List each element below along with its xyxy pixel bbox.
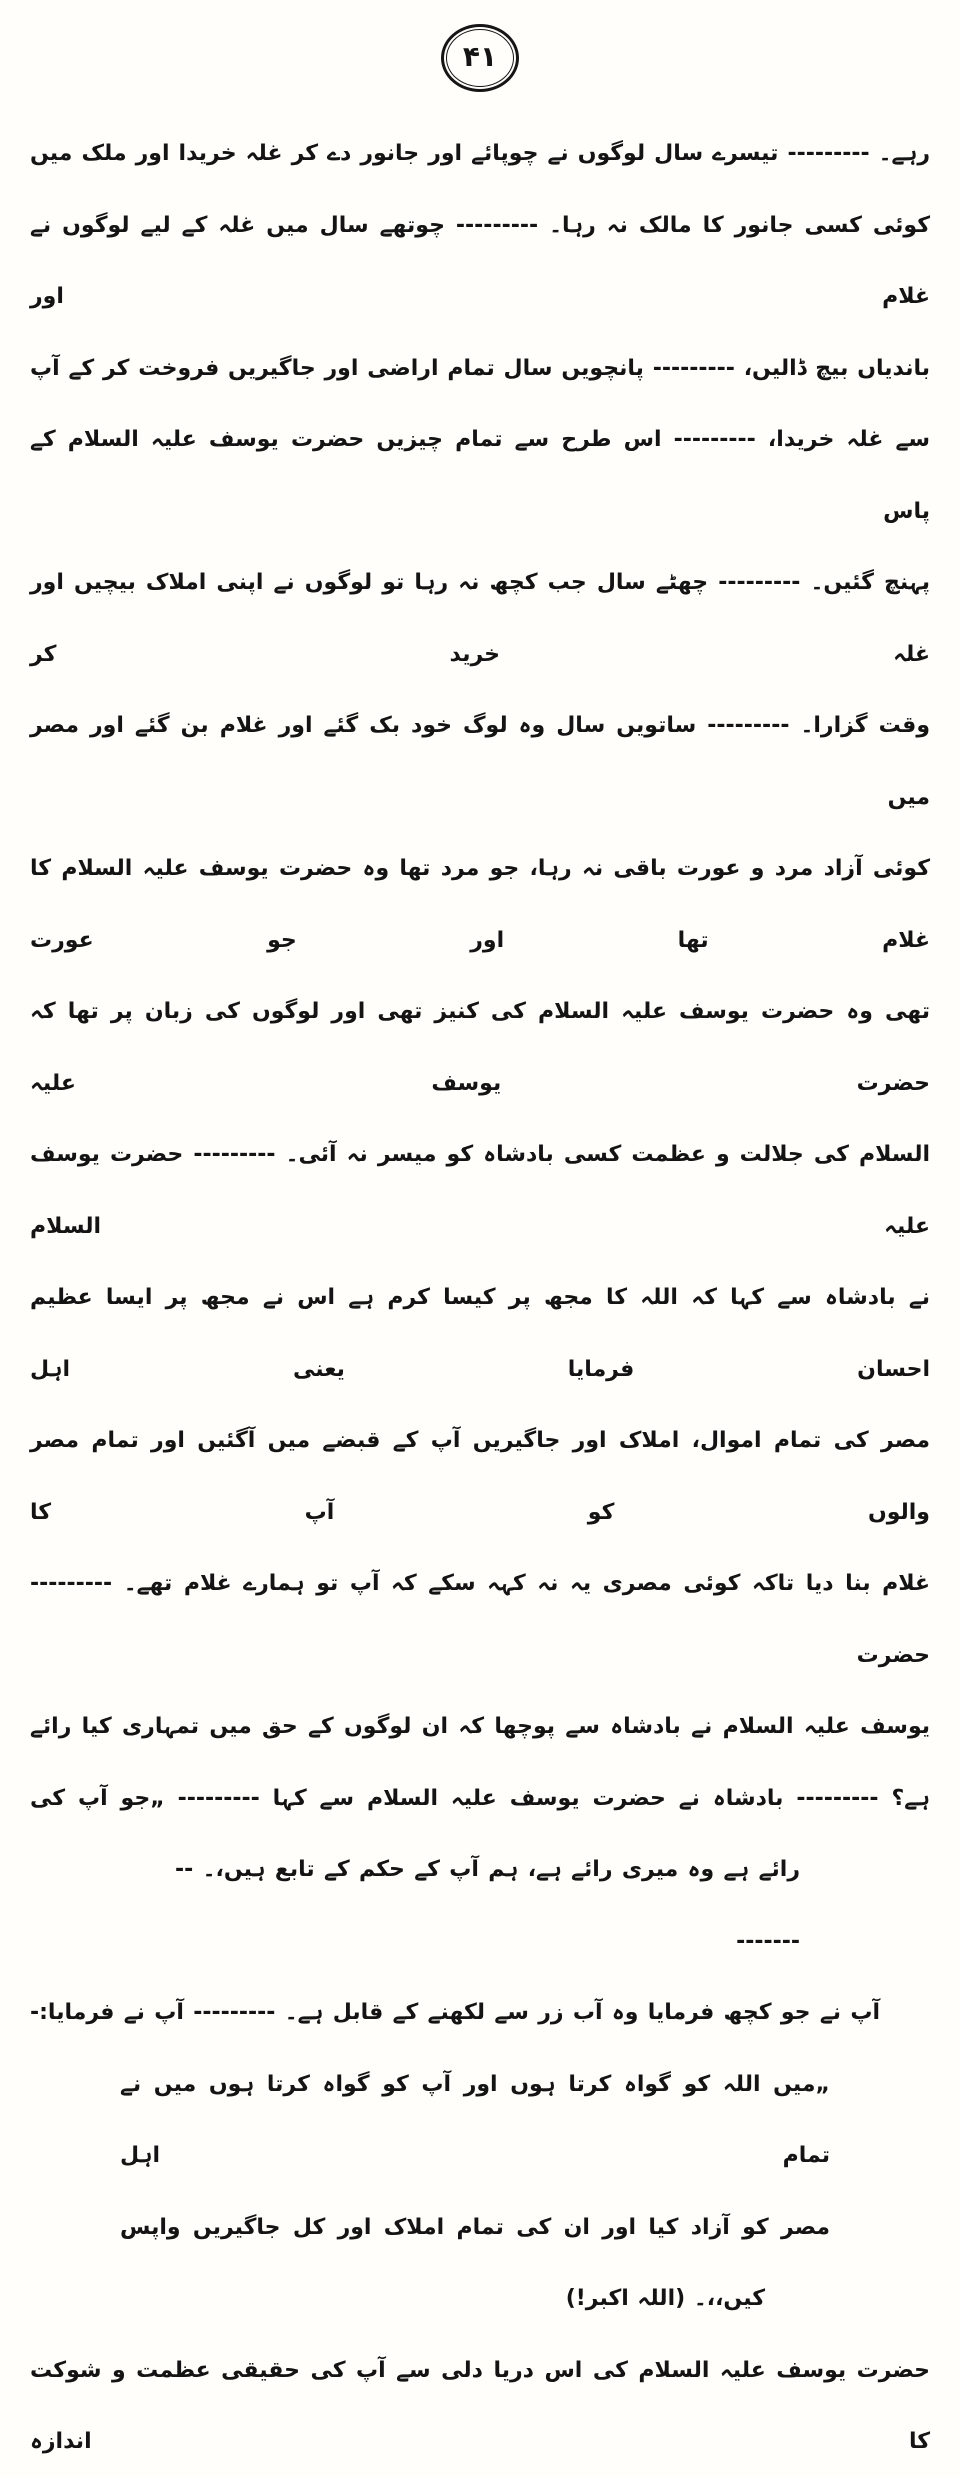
- page-number-ornament: [0, 0, 960, 92]
- text-line: آپ نے جو کچھ فرمایا وہ آب زر سے لکھنے کے قابل ہے۔ --------- آپ نے فرمایا:-: [30, 2000, 880, 2025]
- text-line: وقت گزارا۔ --------- ساتویں سال وہ لوگ خود بک گئے اور غلام بن گئے اور مصر میں: [30, 713, 930, 810]
- text-line: یوسف علیہ السلام نے بادشاہ سے پوچھا کہ ان لوگوں کے حق میں تمہاری کیا رائے: [30, 1714, 930, 1739]
- body-text: [0, 92, 960, 2478]
- text-line: باندیاں بیچ ڈالیں، --------- پانچویں سال تمام اراضی اور جاگیریں فروخت کر کے آپ: [30, 355, 930, 381]
- text-line: سے غلہ خریدا، --------- اس طرح سے تمام چیزیں حضرت یوسف علیہ السلام کے پاس: [30, 427, 930, 524]
- text-line: السلام کی جلالت و عظمت کسی بادشاہ کو میسر نہ آئی۔ --------- حضرت یوسف علیہ السلام: [30, 1142, 930, 1239]
- quote-line-end: کیں،،۔ (اللہ اکبر!): [565, 2286, 765, 2311]
- page-number: ۴۱: [462, 40, 498, 73]
- page-number-ring: [441, 24, 519, 92]
- text-line: تھی وہ حضرت یوسف علیہ السلام کی کنیز تھی اور لوگوں کی زبان پر تھا کہ حضرت یوسف علیہ: [30, 999, 930, 1096]
- text-line: کوئی آزاد مرد و عورت باقی نہ رہا، جو مرد تھا وہ حضرت یوسف علیہ السلام کا غلام تھا اور جو عورت: [30, 856, 930, 953]
- text-line: کوئی کسی جانور کا مالک نہ رہا۔ --------- چوتھے سال میں غلہ کے لیے لوگوں نے غلام اور: [30, 212, 930, 309]
- text-line: مصر کی تمام اموال، املاک اور جاگیریں آپ کے قبضے میں آگئیں اور تمام مصر والوں کو آپ کا: [30, 1428, 930, 1525]
- text-line: حضرت یوسف علیہ السلام کی اس دریا دلی سے آپ کی حقیقی عظمت و شوکت کا اندازہ: [30, 2357, 930, 2454]
- text-line: ہے؟ --------- بادشاہ نے حضرت یوسف علیہ السلام سے کہا --------- „جو آپ کی: [30, 1785, 930, 1811]
- text-line: غلام بنا دیا تاکہ کوئی مصری یہ نہ کہہ سکے کہ آپ تو ہمارے غلام تھے۔ --------- حضرت: [30, 1571, 930, 1668]
- quote-line: „میں اللہ کو گواہ کرتا ہوں اور آپ کو گواہ کرتا ہوں میں نے تمام اہل: [120, 2071, 830, 2168]
- text-line: رہے۔ --------- تیسرے سال لوگوں نے چوپائے اور جانور دے کر غلہ خریدا اور ملک میں: [30, 141, 930, 166]
- text-line: پہنچ گئیں۔ --------- چھٹے سال جب کچھ نہ رہا تو لوگوں نے اپنی املاک بیچیں اور غلہ خرید کر: [30, 570, 930, 667]
- text-line: نے بادشاہ سے کہا کہ اللہ کا مجھ پر کیسا کرم ہے اس نے مجھ پر ایسا عظیم احسان فرمایا یعنی اہل: [30, 1285, 930, 1382]
- quote-line: مصر کو آزاد کیا اور ان کی تمام املاک اور کل جاگیریں واپس: [120, 2214, 830, 2240]
- text-line-dialogue: رائے ہے وہ میری رائے ہے، ہم آپ کے حکم کے تابع ہیں،۔ ---------: [175, 1857, 800, 1954]
